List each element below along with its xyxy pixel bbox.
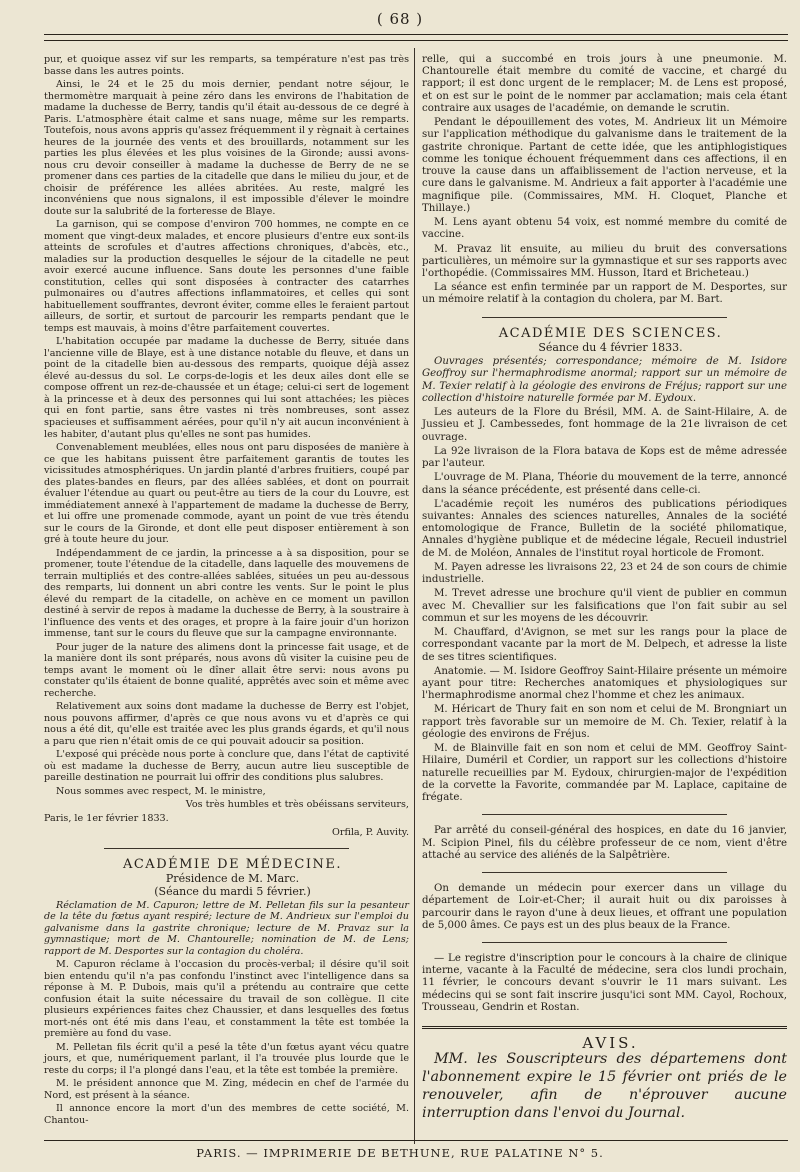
separator <box>482 317 727 318</box>
paragraph: Anatomie. — M. Isidore Geoffroy Saint-Hilaire présente un mémoire ayant pour titre: Recherches anatomiques et physiologiques sur l'hermaphrodisme anormal chez l'homme et chez les animaux. <box>422 665 787 702</box>
session-date: (Séance du mardi 5 février.) <box>154 885 311 899</box>
paragraph: M. Lens ayant obtenu 54 voix, est nommé membre du comité de vaccine. <box>422 217 787 241</box>
paragraph: M. Capuron réclame à l'occasion du procès-verbal; il désire qu'il soit bien entendu qu'il n'a pas confondu l'instinct avec l'intelligence dans sa réponse à M. P. Dubois, mais qu'il a prétendu au contraire que cette confusion était la suite nécessaire du travail de son collègue. Il cite plusieurs expériences faites chez Chaussier, et dans lesquelles des fœtus mort-nés ont été mis dans l'eau, et constamment la tête est tombée la première au fond du vase. <box>44 959 409 1040</box>
paragraph: M. de Blainville fait en son nom et celui de MM. Geoffroy Saint-Hilaire, Duméril et Cordier, un rapport sur les collections d'histoire naturelle recueillies par M. Eydoux, chirurgien-major de l'expédition de la corvette la Favorite, commandée par M. Laplace, capitaine de frégate. <box>422 743 787 804</box>
paragraph: La 92e livraison de la Flora batava de Kops est de même adressée par l'auteur. <box>422 445 787 470</box>
separator <box>482 942 727 943</box>
avis-heading: AVIS. <box>582 1034 639 1053</box>
column-divider <box>414 48 415 1144</box>
paragraph: M. Chauffard, d'Avignon, se met sur les rangs pour la place de correspondant vacante par la mort de M. Delpech, et adresse la liste de ses titres scientifiques. <box>422 627 787 663</box>
paragraph: L'ouvrage de M. Plana, Théorie du mouvement de la terre, annoncé dans la séance précédente, est présenté dans celle-ci. <box>422 472 787 496</box>
separator <box>482 814 727 815</box>
paragraph: pur, et quoique assez vif sur les remparts, sa température n'est pas très basse dans les autres points. <box>44 54 409 77</box>
paragraph: Pour juger de la nature des alimens dont la princesse fait usage, et de la manière dont ils sont préparés, nous avons dû visiter la cuisine peu de temps avant le moment où le dîner allait être servi: nous avons pu constater qu'ils étaient de bonne qualité, apprêtés avec soin et même avec recherche. <box>44 641 409 699</box>
paragraph: relle, qui a succombé en trois jours à une pneumonie. M. Chantourelle était membre du comité de vaccine, et chargé du rapport; il est donc urgent de le remplacer; M. de Lens est proposé, et on est sur le point de le nommer par acclamation; mais cela étant contraire aux usages de l'académie, on demande le scrutin. <box>422 54 787 114</box>
paragraph: M. le président annonce que M. Zing, médecin en chef de l'armée du Nord, est présent à la séance. <box>44 1078 409 1101</box>
paragraph: L'exposé qui précède nous porte à conclure que, dans l'état de captivité où est madame la duchesse de Berry, aucun autre lieu susceptible de pareille destination ne pourrait lui offrir des conditions plus salubres. <box>44 749 409 784</box>
paragraph: Relativement aux soins dont madame la duchesse de Berry est l'objet, nous pouvons affirmer, d'après ce que nous avons vu et d'après ce qui nous a été dit, qu'elle est traitée avec les plus grands égards, et qu'il nous a paru que rien n'était omis de ce qui pouvait adoucir sa position. <box>44 701 409 747</box>
separator <box>104 848 349 849</box>
paragraph: L'académie reçoit les numéros des publications périodiques suivantes: Annales des sciences naturelles, Annales de la société entomologique de France, Bulletin de la société philomatique, Annales d'hygiène publique et de médecine légale, Recueil industriel de M. de Moléon, Annales de l'institut royal horticole de Fromont. <box>422 498 787 559</box>
signatures: Orfila, P. Auvity. <box>332 826 409 838</box>
paragraph: M. Payen adresse les livraisons 22, 23 et 24 de son cours de chimie industrielle. <box>422 561 787 586</box>
session-summary: Réclamation de M. Capuron; lettre de M. Pelletan fils sur la pesanteur de la tête du fœtus ayant respiré; lecture de M. Andrieux sur l'emploi du galvanisme dans la gastrite chronique; lecture de M. Pravaz sur la gymnastique; mort de M. Chantourelle; nomination de M. de Lens; rapport de M. Desportes sur la contagion du choléra. <box>44 899 409 957</box>
paragraph: Il annonce encore la mort d'un des membres de cette société, M. Chantou- <box>44 1103 409 1126</box>
printer-imprint: PARIS. — IMPRIMERIE DE BETHUNE, RUE PALATINE N° 5. <box>196 1146 604 1160</box>
paragraph: Convenablement meublées, elles nous ont paru disposées de manière à ce que les habitans puissent être parfaitement garantis de toutes les vicissitudes atmosphériques. Un jardin planté d'arbres fruitiers, coupé par des plates-bandes en fleurs, par des allées sablées, et dont on pourrait évaluer l'étendue au quart ou peut-être au tiers de la cour du Louvre, est immédiatement annexé à l'appartement de madame la duchesse de Berry, et lui offre une promenade commode, ayant un point de vue très étendu sur le cours de la Gironde, et dont elle peut disposer entièrement à son gré à toute heure du jour. <box>44 442 409 546</box>
paragraph: La séance est enfin terminée par un rapport de M. Desportes, sur un mémoire relatif à la contagion du cholera, par M. Bart. <box>422 282 787 306</box>
notice: On demande un médecin pour exercer dans un village du département de Loir-et-Cher; il aurait huit ou dix paroisses à parcourir dans le rayon d'une à deux lieues, et offrant une population de 5,000 âmes. Ce pays est un des plus beaux de la France. <box>422 883 787 931</box>
notice: — Le registre d'inscription pour le concours à la chaire de clinique interne, vacante à la Faculté de médecine, sera clos lundi prochain, 11 février, le concours devant s'ouvrir le 11 mars suivant. Les médecins qui se sont fait inscrire jusqu'ici sont MM. Cayol, Rochoux, Trousseau, Gendrin et Rostan. <box>422 953 787 1013</box>
separator <box>482 872 727 873</box>
page-number: ( 68 ) <box>376 10 424 28</box>
paragraph: M. Trevet adresse une brochure qu'il vient de publier en commun avec M. Chevallier sur les falsifications que l'on fait subir au sel commun et sur les moyens de les découvrir. <box>422 588 787 624</box>
header-rule <box>44 34 788 35</box>
section-heading-sciences: ACADÉMIE DES SCIENCES. <box>498 325 723 341</box>
right-column <box>422 54 787 1125</box>
notice: Par arrêté du conseil-général des hospices, en date du 16 janvier, M. Scipion Pinel, fils du célèbre professeur de ce nom, vient d'être attaché au service des aliénés de la Salpêtrière. <box>422 825 787 861</box>
paragraph: M. Pelletan fils écrit qu'il a pesé la tête d'un fœtus ayant vécu quatre jours, et que, numériquement parlant, il l'a trouvée plus lourde que le reste du corps; il l'a plongé dans l'eau, et la tête est tombée la première. <box>44 1041 409 1076</box>
paragraph: M. Pravaz lit ensuite, au milieu du bruit des conversations particulières, un mémoire sur la gymnastique et sur ses rapports avec l'orthopédie. (Commissaires MM. Husson, Itard et Bricheteau.) <box>422 243 787 279</box>
presidency: Présidence de M. Marc. <box>165 871 300 885</box>
session-date: Séance du 4 février 1833. <box>538 340 683 354</box>
dateline: Paris, le 1er février 1833. <box>44 813 169 824</box>
paragraph: M. Héricart de Thury fait en son nom et celui de M. Brongniart un rapport très favorable sur un memoire de M. Ch. Texier, relatif à la géologie des environs de Fréjus. <box>422 704 787 740</box>
closing-line: Vos très humbles et très obéissans serviteurs, <box>185 799 409 811</box>
double-rule <box>422 1026 787 1029</box>
paragraph: Indépendamment de ce jardin, la princesse a à sa disposition, pour se promener, toute l'étendue de la citadelle, dans laquelle des mouvemens de terrain multipliés et des contre-allées sablées, situées un peu au-dessous des remparts, lui donnent un abri contre les vents. Sur le point le plus élevé du rempart de la citadelle, on achève en ce moment un pavillon destiné à servir de repos à madame la duchesse de Berry, à la soustraire à l'influence des vents et des orages, et propre à la faire jouir d'un horizon immense, tant sur le cours du fleuve que sur la campagne environnante. <box>44 547 409 640</box>
left-column <box>44 54 409 1128</box>
paragraph: Pendant le dépouillement des votes, M. Andrieux lit un Mémoire sur l'application méthodique du galvanisme dans le traitement de la gastrite chronique. Partant de cette idée, que les antiphlogistiques comme les tonique échouent fréquemment dans ces affections, il en trouve la cause dans un affaiblissement de l'action nerveuse, et la cure dans le galvanisme. M. Andrieux a fait apporter à l'académie une magnifique pile. (Commissaires, MM. H. Cloquet, Planche et Thillaye.) <box>422 117 787 214</box>
paragraph: L'habitation occupée par madame la duchesse de Berry, située dans l'ancienne ville de Blaye, est à une distance notable du fleuve, et dans un point de la citadelle bien au-dessous des remparts, quoique déjà assez élevé au-dessus du sol. Le corps-de-logis et les deux ailes dont elle se compose offrent un rez-de-chaussée et un étage; celui-ci sert de logement à la princesse et à deux des personnes qui lui sont attachées; les pièces qui en font partie, sans être vastes ni très nombreuses, sont assez spacieuses et suffisamment aérées, pour qu'il n'y ait aucun inconvénient à les habiter, d'autant plus qu'elles ne sont pas humides. <box>44 336 409 440</box>
paragraph: Nous sommes avec respect, M. le ministre, <box>56 785 266 797</box>
avis-notice: MM. les Souscripteurs des départemens dont l'abonnement expire le 15 février ont priés de le renouveler, afin de n'éprouver aucune interruption dans l'envoi du Journal. <box>422 1051 787 1121</box>
footer-rule <box>44 1140 788 1141</box>
section-heading-medecine: ACADÉMIE DE MÉDECINE. <box>122 857 343 873</box>
paragraph: Ainsi, le 24 et le 25 du mois dernier, pendant notre séjour, le thermomètre marquait à peine zéro dans les environs de l'habitation de madame la duchesse de Berry, tandis qu'il était au-dessous de ce degré à Paris. L'atmosphère était calme et sans nuage, même sur les remparts. Toutefois, nous avons appris qu'assez fréquemment il y règnait à certaines heures de la journée des vents et des brouillards, notamment sur les parties les plus élevées et les plus voisines de la Gironde; aussi avons-nous cru devoir conseiller à madame la duchesse de Berry de ne se promener dans ces parties de la citadelle que dans le milieu du jour, et de choisir de préférence les allées abritées. Au reste, malgré les inconvéniens que nous signalons, il est impossible d'élever le moindre doute sur la salubrité de la forteresse de Blaye. <box>44 79 409 217</box>
paragraph: Les auteurs de la Flore du Brésil, MM. A. de Saint-Hilaire, A. de Jussieu et J. Cambessedes, font hommage de la 21e livraison de cet ouvrage. <box>422 407 787 443</box>
header-rule-thin <box>44 40 788 41</box>
paragraph: La garnison, qui se compose d'environ 700 hommes, ne compte en ce moment que vingt-deux malades, et encore plusieurs d'entre eux sont-ils atteints de scrofules et d'autres affections chroniques, d'abcès, etc., maladies sur la production desquelles le séjour de la citadelle ne peut avoir exercé aucune influence. Sans doute les personnes d'une faible constitution, celles qui sont disposées à contracter des catarrhes pulmonaires ou d'autres affections inflammatoires, et celles qui sont habituellement souffrantes, devront éviter, comme elles le feraient partout ailleurs, de sortir, et surtout de parcourir les remparts pendant que le temps est mauvais, à moins d'être parfaitement couvertes. <box>44 219 409 334</box>
session-summary: Ouvrages présentés; correspondance; mémoire de M. Isidore Geoffroy sur l'hermaphrodisme anormal; rapport sur un mémoire de M. Texier relatif à la géologie des environs de Fréjus; rapport sur une collection d'histoire naturelle formée par M. Eydoux. <box>422 356 787 404</box>
